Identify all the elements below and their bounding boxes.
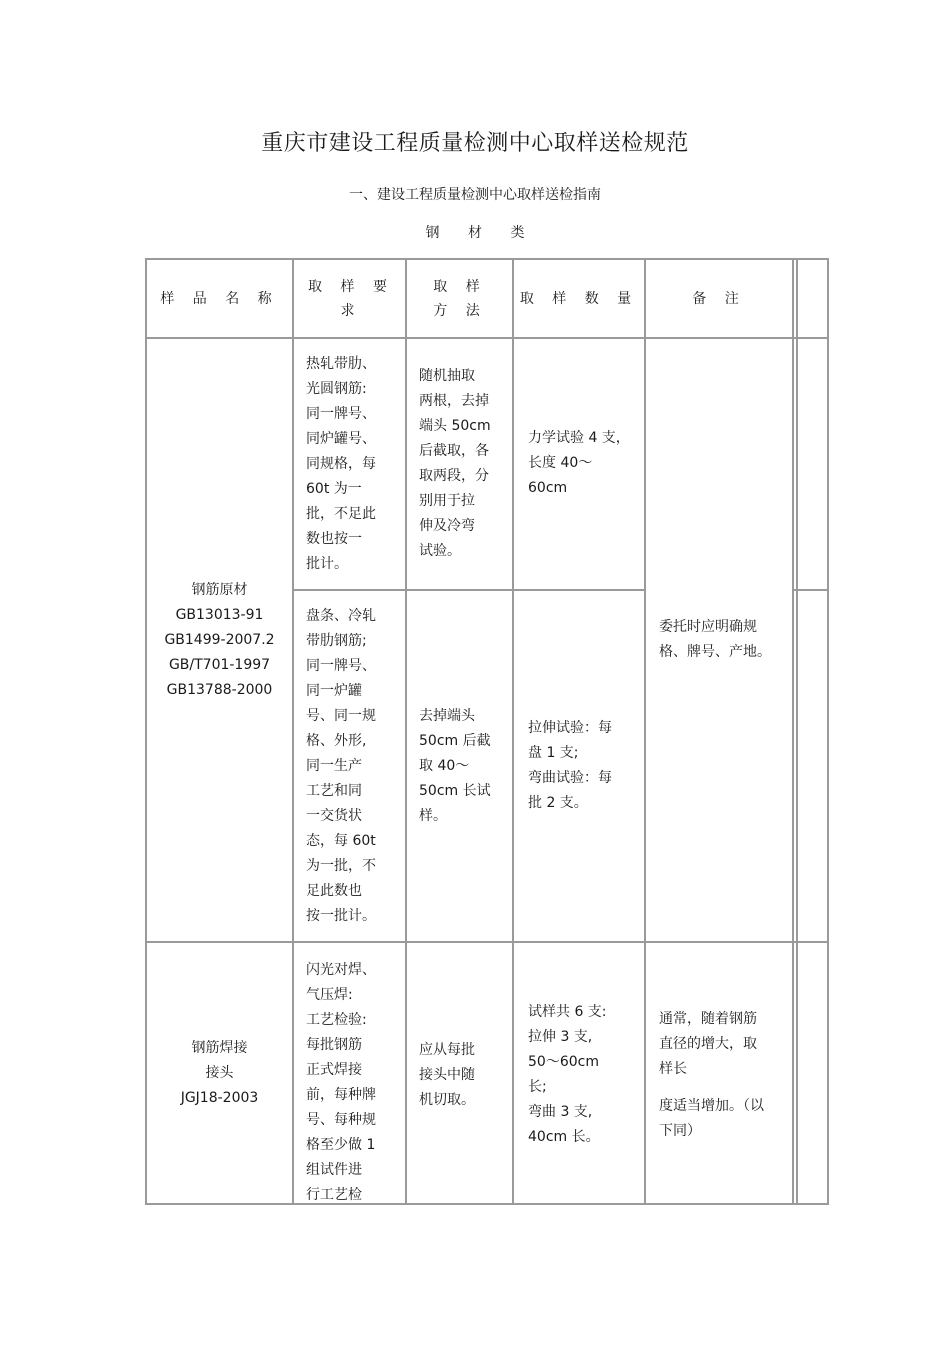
table-col-rule [644,258,646,1205]
note-rebar-raw: 委托时应明确规格、牌号、产地。 [659,619,771,660]
table-col-rule [512,258,514,1205]
sample-name-welded-joint: 钢筋焊接 接头 JGJ18-2003 [180,1039,259,1106]
section-subtitle: 一、建设工程质量检测中心取样送检指南 [349,187,601,203]
quantity-welded-joint: 试样共 6 支: 拉伸 3 支, 50～60cm 长; 弯曲 3 支, 40cm 长。 [528,1004,607,1145]
method-hot-rolled: 随机抽取 两根，去掉 端头 50cm 后截取，各 取两段，分 别用于拉 伸及冷弯 试验。 [419,368,491,559]
table-col-rule [292,258,294,1205]
table-col-rule [792,258,794,1205]
header-sampling-method: 取 样 方 法 [433,278,487,319]
category-heading: 钢 材 类 [425,225,537,241]
header-sample-name: 样 品 名 称 [160,290,279,307]
document-title: 重庆市建设工程质量检测中心取样送检规范 [261,131,689,156]
method-coil-cold-rolled: 去掉端头 50cm 后截 取 40～ 50cm 长试 样。 [419,708,491,824]
requirement-coil-cold-rolled: 盘条、冷轧 带肋钢筋; 同一牌号、 同一炉罐 号、同一规 格、外形, 同一生产 工艺和同 一交货状 态，每 60t 为一批，不 足此数也 按一批计。 [306,608,376,924]
table-border-bottom [145,1203,829,1205]
sample-name-rebar-raw: 钢筋原材 GB13013-91 GB1499-2007.2 GB/T701-1997 GB13788-2000 [164,581,275,698]
note-welded-joint-2: 度适当增加。（以 下同） [659,1098,764,1139]
requirement-hot-rolled: 热轧带肋、 光圆钢筋: 同一牌号、 同炉罐号、 同规格，每 60t 为一 批，不足此 数也按一 批计。 [306,356,376,572]
table-col-rule [405,258,407,1205]
table-subrow-rule [292,589,644,591]
header-remarks: 备 注 [692,290,746,307]
header-sampling-requirement: 取 样 要 求 [308,278,394,319]
table-border-right [827,258,829,1205]
note-welded-joint-1: 通常，随着钢筋 直径的增大，取 样长 [659,1011,757,1077]
table-subrow-rule-extra [794,589,829,591]
quantity-coil-cold-rolled: 拉伸试验：每 盘 1 支; 弯曲试验：每 批 2 支。 [528,720,612,811]
method-welded-joint: 应从每批 接头中随 机切取。 [419,1042,475,1108]
sampling-table [145,258,829,1205]
quantity-hot-rolled: 力学试验 4 支， 长度 40～ 60cm [528,430,630,496]
header-sampling-quantity: 取 样 数 量 [519,290,639,307]
table-col-rule [796,258,798,1205]
requirement-welded-joint: 闪光对焊、 气压焊: 工艺检验: 每批钢筋 正式焊接 前，每种牌 号、每种规 格至少做 1 组试件进 行工艺检 [306,962,376,1203]
